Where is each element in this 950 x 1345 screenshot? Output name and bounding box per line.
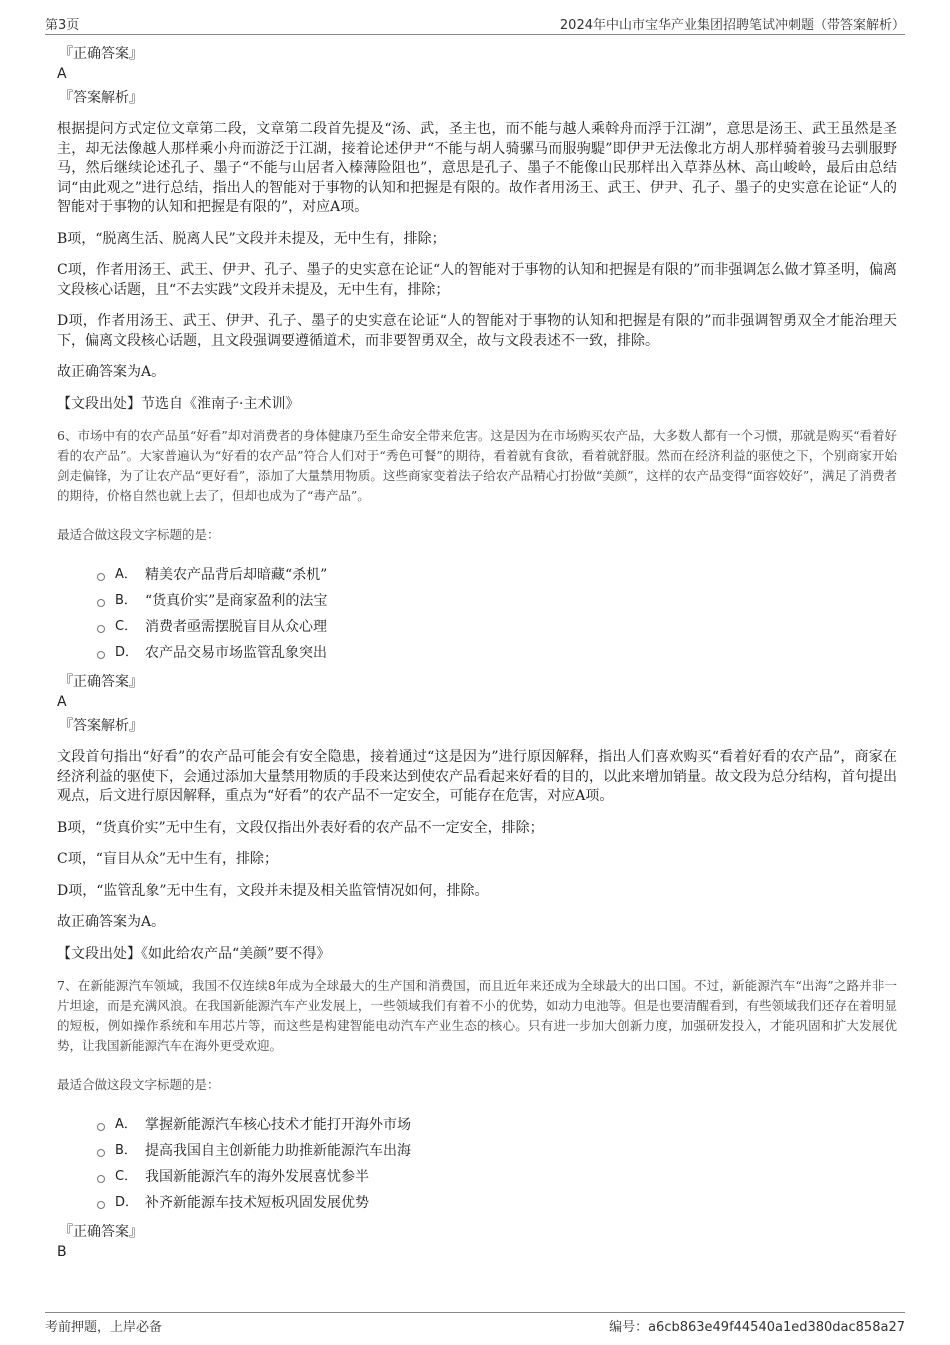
- analysis-paragraph: 故正确答案为A。: [57, 364, 166, 380]
- radio-icon[interactable]: [97, 1123, 105, 1131]
- q7-block: [57, 976, 897, 1262]
- radio-icon[interactable]: [97, 625, 105, 633]
- radio-icon[interactable]: [97, 573, 105, 581]
- question-text: 6、市场中有的农产品虽“好看”却对消费者的身体健康乃至生命安全带来危害。这是因为在市场购买农产品，大多数人都有一个习惯，那就是购买“看着好看的农产品”。大家普遍认为“好看的农产品”符合人们对于“秀色可餐”的期待，看着就有食欲，看着就舒服。然而在经济利益的驱使之下，个别商家开始剑走偏锋，为了让农产品“更好看”，添加了大量禁用物质。这些商家变着法子给农产品精心打扮做“美颜”，这样的农产品变得“面容姣好”，满足了消费者的期待，价格自然也就上去了，但却也成为了“毒产品”。: [57, 428, 897, 503]
- correct-answer-value: A: [57, 66, 67, 82]
- analysis-paragraph: C项，作者用汤王、武王、伊尹、孔子、墨子的史实意在论证“人的智能对于事物的认知和把握是有限的”而非强调怎么做才算圣明，偏离文段核心话题，且“不去实践”文段并未提及，无中生有，排除；: [57, 262, 897, 298]
- analysis-paragraph: C项，“盲目从众”无中生有，排除；: [57, 851, 279, 867]
- question-prompt: 最适合做这段文字标题的是：: [57, 1077, 220, 1092]
- radio-icon[interactable]: [97, 651, 105, 659]
- footer-slogan: 考前押题，上岸必备: [45, 1320, 163, 1335]
- correct-answer-label: 『正确答案』: [59, 1224, 143, 1240]
- option-d[interactable]: D． 补齐新能源车技术短板巩固发展优势: [97, 1190, 897, 1216]
- option-a[interactable]: A． 掌握新能源汽车核心技术才能打开海外市场: [97, 1112, 897, 1138]
- option-b[interactable]: B． “货真价实”是商家盈利的法宝: [97, 588, 897, 614]
- correct-answer-value: A: [57, 694, 67, 710]
- page-footer: [45, 1312, 905, 1335]
- option-list: [97, 562, 897, 666]
- analysis-label: 『答案解析』: [59, 718, 143, 734]
- option-c[interactable]: C． 消费者亟需摆脱盲目从众心理: [97, 614, 897, 640]
- radio-icon[interactable]: [97, 599, 105, 607]
- correct-answer-label: 『正确答案』: [59, 46, 143, 62]
- correct-answer-label: 『正确答案』: [59, 674, 143, 690]
- analysis-label: 『答案解析』: [59, 90, 143, 106]
- option-list: [97, 1112, 897, 1216]
- analysis-paragraph: 文段首句指出“好看”的农产品可能会有安全隐患，接着通过“这是因为”进行原因解释，指出人们喜欢购买“看着好看的农产品”，商家在经济利益的驱使下，会通过添加大量禁用物质的手段来达到使农产品看起来好看的目的，以此来增加销量。故文段为总分结构，首句提出观点，后文进行原因解释，重点为“好看”的农产品不一定安全，可能存在危害，对应A项。: [57, 749, 897, 804]
- source-citation: 【文段出处】节选自《淮南子·主术训》: [57, 395, 300, 412]
- question-prompt: 最适合做这段文字标题的是：: [57, 527, 220, 542]
- option-b[interactable]: B． 提高我国自主创新能力助推新能源汽车出海: [97, 1138, 897, 1164]
- correct-answer-value: B: [57, 1244, 67, 1260]
- page-header: [45, 14, 905, 35]
- q6-block: [57, 426, 897, 964]
- radio-icon[interactable]: [97, 1201, 105, 1209]
- analysis-paragraph: B项，“脱离生活、脱离人民”文段并未提及，无中生有，排除；: [57, 230, 446, 247]
- option-d[interactable]: D． 农产品交易市场监管乱象突出: [97, 640, 897, 666]
- radio-icon[interactable]: [97, 1149, 105, 1157]
- analysis-paragraph: 故正确答案为A。: [57, 914, 166, 930]
- analysis-paragraph: B项，“货真价实”无中生有，文段仅指出外表好看的农产品不一定安全，排除；: [57, 819, 544, 836]
- question-text: 7、在新能源汽车领域，我国不仅连续8年成为全球最大的生产国和消费国，而且近年来还成为全球最大的出口国。不过，新能源汽车“出海”之路并非一片坦途，而是充满风浪。在我国新能源汽车产业发展上，一些领域我们有着不小的优势，如动力电池等。但是也要清醒看到，有些领域我们还存在着明显的短板，例如操作系统和车用芯片等，而这些是构建智能电动汽车产业生态的核心。只有进一步加大创新力度，加强研发投入，才能巩固和扩大发展优势，让我国新能源汽车在海外更受欢迎。: [57, 978, 897, 1053]
- analysis-paragraph: D项，作者用汤王、武王、伊尹、孔子、墨子的史实意在论证“人的智能对于事物的认知和把握是有限的”而非强调智勇双全才能治理天下，偏离文段核心话题，且文段强调要遵循道术，而非要智勇双全，故与文段表述不一致，排除。: [57, 313, 897, 349]
- q5-answer-block: [57, 44, 897, 414]
- analysis-paragraph: D项，“监管乱象”无中生有，文段并未提及相关监管情况如何，排除。: [57, 882, 489, 899]
- option-a[interactable]: A． 精美农产品背后却暗藏“杀机”: [97, 562, 897, 588]
- analysis-paragraph: 根据提问方式定位文章第二段，文章第二段首先提及“汤、武，圣主也，而不能与越人乘斡舟而浮于江湖”，意思是汤王、武王虽然是圣主，却无法像越人那样乘小舟而游泛于江湖，接着论述伊尹“不能与胡人骑骡马而服驹騠”即伊尹无法像北方胡人那样骑着骏马去驯服野马，然后继续论述孔子、墨子“不能与山居者入榛薄险阻也”，意思是孔子、墨子不能像山民那样出入草莽丛林、高山峻岭，最后由总结词“由此观之”进行总结，指出人的智能对于事物的认知和把握是有限的。故作者用汤王、武王、伊尹、孔子、墨子的史实意在论证“人的智能对于事物的认知和把握是有限的”，对应A项。: [57, 121, 897, 215]
- source-citation: 【文段出处】《如此给农产品“美颜”要不得》: [57, 945, 331, 962]
- document-title: 2024年中山市宝华产业集团招聘笔试冲刺题（带答案解析）: [559, 18, 905, 33]
- page-content: [57, 44, 897, 1266]
- document-id: 编号：a6cb863e49f44540a1ed380dac858a27: [609, 1320, 905, 1335]
- radio-icon[interactable]: [97, 1175, 105, 1183]
- page-number: 第3页: [45, 18, 80, 33]
- option-c[interactable]: C． 我国新能源汽车的海外发展喜忧参半: [97, 1164, 897, 1190]
